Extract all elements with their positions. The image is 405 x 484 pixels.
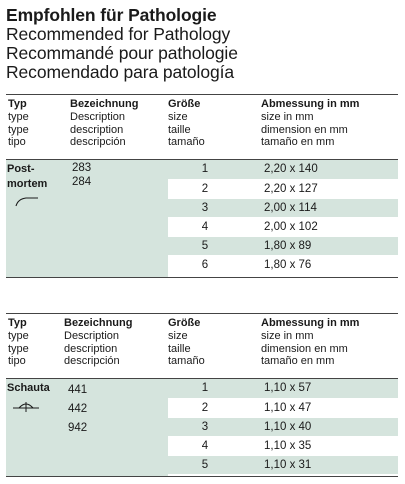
table-row: 2 2,20 x 127 xyxy=(168,179,398,198)
schauta-needle-icon xyxy=(12,399,40,413)
table-row: 4 1,10 x 35 xyxy=(168,436,398,455)
table-header xyxy=(6,313,398,378)
header-abmessung: Abmessung in mm size in mm dimension en mm tamaño en mm xyxy=(261,98,360,149)
title-es: Recomendado para patología xyxy=(6,62,234,82)
header-groesse: Größe size taille tamaño xyxy=(168,98,205,149)
ref-numbers: 441 442 942 xyxy=(68,384,88,434)
header-groesse: Größe size taille tamaño xyxy=(168,317,205,368)
table-schauta xyxy=(6,313,398,477)
table-row: 1 2,20 x 140 xyxy=(168,160,398,179)
table-row: 6 1,80 x 76 xyxy=(168,255,398,274)
title-en: Recommended for Pathology xyxy=(6,24,231,44)
size-rows xyxy=(168,160,398,274)
header-bezeichnung: Bezeichnung Description description descripción xyxy=(64,317,133,368)
table-row: 4 2,00 x 102 xyxy=(168,217,398,236)
ref-numbers: 283 284 xyxy=(72,162,92,188)
header-typ: Typ type type tipo xyxy=(8,98,29,149)
table-row: 5 1,10 x 31 xyxy=(168,455,398,474)
table-postmortem xyxy=(6,94,398,278)
type-name: Schauta xyxy=(7,382,50,394)
table-row: 1 1,10 x 57 xyxy=(168,379,398,398)
header-typ: Typ type type tipo xyxy=(8,317,29,368)
table-header xyxy=(6,94,398,159)
postmortem-needle-icon xyxy=(14,196,40,208)
title-block xyxy=(6,6,401,82)
table-body xyxy=(6,159,398,278)
type-name: Post- mortem xyxy=(7,163,48,190)
title-de: Empfohlen für Pathologie xyxy=(6,5,217,25)
table-row: 3 2,00 x 114 xyxy=(168,198,398,217)
table-row: 2 1,10 x 47 xyxy=(168,398,398,417)
size-rows xyxy=(168,379,398,474)
table-row: 3 1,10 x 40 xyxy=(168,417,398,436)
header-bezeichnung: Bezeichnung Description description descripción xyxy=(70,98,139,149)
header-abmessung: Abmessung in mm size in mm dimension en mm tamaño en mm xyxy=(261,317,360,368)
table-body xyxy=(6,378,398,477)
title-fr: Recommandé pour pathologie xyxy=(6,43,238,63)
table-row: 5 1,80 x 89 xyxy=(168,236,398,255)
